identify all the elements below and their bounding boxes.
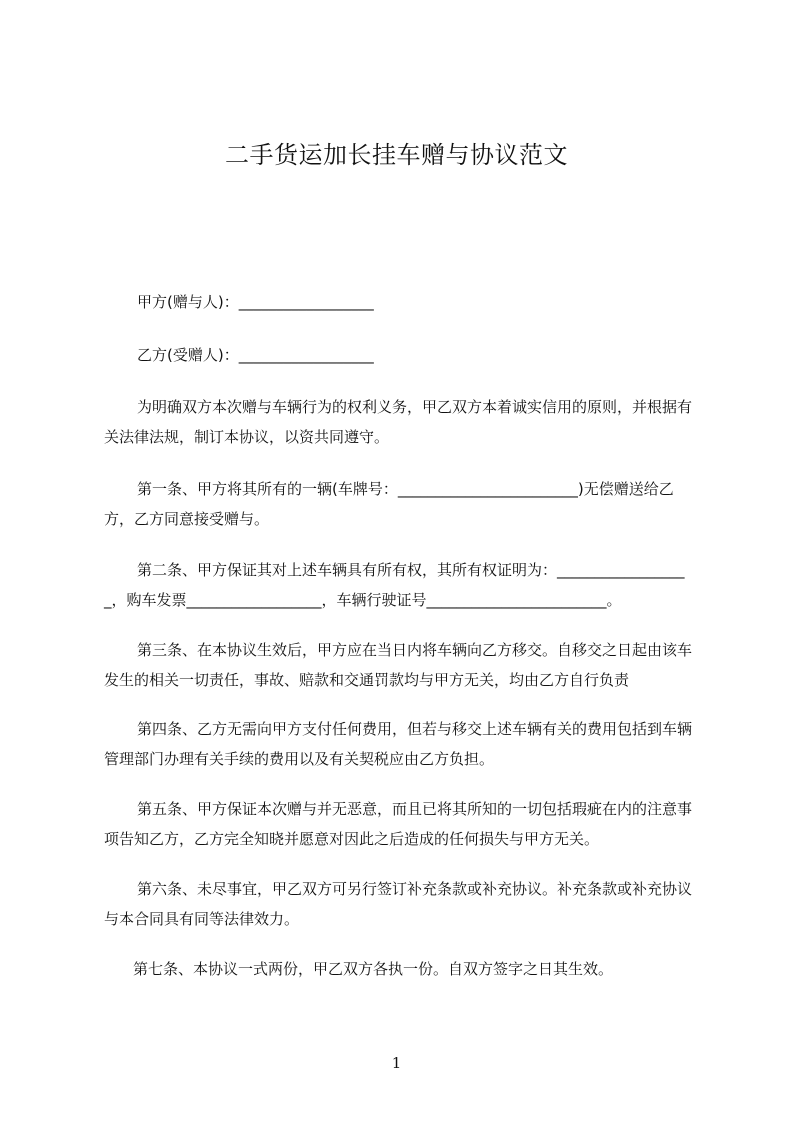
intro-paragraph: 为明确双方本次赠与车辆行为的权利义务，甲乙双方本着诚实信用的原则，并根据有关法律法规，制订本协议，以资共同遵守。 — [104, 398, 693, 446]
article-7-paragraph: 第七条、本协议一式两份，甲乙双方各执一份。自双方签字之日其生效。 — [133, 960, 614, 978]
article-6-paragraph: 第六条、未尽事宜，甲乙双方可另行签订补充条款或补充协议。补充条款或补充协议与本合同具有同等法律效力。 — [104, 880, 693, 928]
party-a-line: 甲方(赠与人)：__________________ — [137, 293, 374, 311]
page-number: 1 — [391, 1054, 402, 1072]
document-title: 二手货运加长挂车赠与协议范文 — [225, 141, 568, 169]
article-5-paragraph: 第五条、甲方保证本次赠与并无恶意，而且已将其所知的一切包括瑕疵在内的注意事项告知乙方，乙方完全知晓并愿意对因此之后造成的任何损失与甲方无关。 — [104, 800, 693, 848]
article-3-paragraph: 第三条、在本协议生效后，甲方应在当日内将车辆向乙方移交。自移交之日起由该车发生的相关一切责任，事故、赔款和交通罚款均与甲方无关，均由乙方自行负责 — [104, 641, 693, 689]
article-1-paragraph: 第一条、甲方将其所有的一辆(车牌号：________________________)无偿赠送给乙方，乙方同意接受赠与。 — [104, 480, 674, 528]
article-4-paragraph: 第四条、乙方无需向甲方支付任何费用，但若与移交上述车辆有关的费用包括到车辆管理部门办理有关手续的费用以及有关契税应由乙方负担。 — [104, 720, 693, 768]
party-b-line: 乙方(受赠人)：__________________ — [137, 346, 374, 364]
article-2-paragraph: 第二条、甲方保证其对上述车辆具有所有权，其所有权证明为：__________________，购车发票__________________，车辆行驶证号________________________。 — [104, 561, 685, 609]
